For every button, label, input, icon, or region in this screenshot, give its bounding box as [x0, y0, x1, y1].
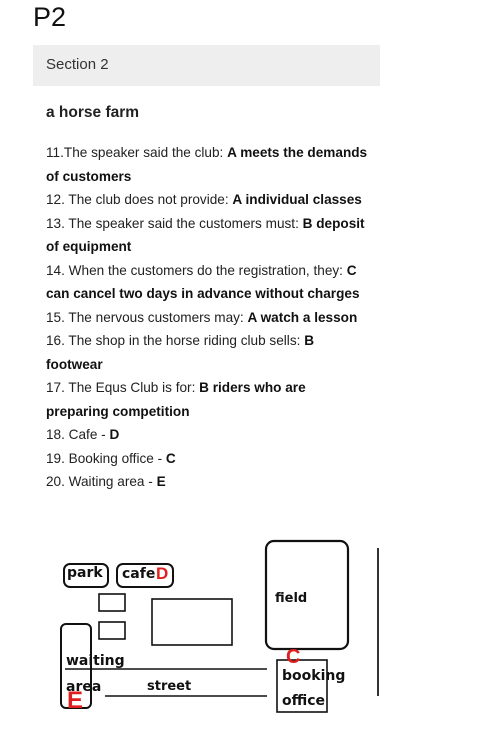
answer-text: E	[156, 474, 166, 489]
answer-list	[46, 141, 368, 494]
page-heading: P2	[33, 2, 67, 32]
answer-text: A watch a lesson	[247, 309, 358, 325]
booking-label-line2: office	[282, 693, 326, 709]
park-label: park	[67, 565, 103, 581]
field-label: field	[275, 591, 308, 606]
section-header	[33, 45, 380, 86]
question-text: 16. The shop in the horse riding club sells:	[46, 333, 305, 348]
answer-item	[46, 376, 368, 423]
building-rectangle	[152, 599, 232, 645]
topic-title: a horse farm	[46, 104, 140, 121]
answer-item	[46, 141, 368, 188]
answer-item	[46, 447, 368, 471]
answer-text: C	[165, 450, 176, 466]
answer-item	[46, 470, 368, 494]
question-text: 18. Cafe -	[46, 427, 110, 442]
answer-text: D	[109, 427, 120, 442]
answer-item	[46, 306, 368, 330]
answer-item	[46, 212, 368, 259]
answer-item	[46, 188, 368, 212]
cafe-label: cafe	[122, 566, 156, 582]
booking-answer-mark: C	[286, 646, 301, 668]
waiting-label-line1: waiting	[66, 653, 125, 669]
question-text: 19. Booking office -	[46, 450, 166, 466]
farm-map	[55, 538, 385, 718]
answer-text: B footwear	[46, 333, 315, 372]
answer-item	[46, 329, 368, 376]
answer-text: B riders who are preparing competition	[46, 380, 306, 419]
section-label: Section 2	[46, 56, 109, 73]
map-drawing	[55, 538, 385, 718]
small-building-1	[99, 594, 125, 611]
answer-item	[46, 423, 368, 447]
answer-text: A individual classes	[232, 192, 362, 207]
question-text: 14. When the customers do the registration, they:	[46, 262, 347, 278]
answer-text: A meets the demands of customers	[46, 145, 368, 184]
question-text: 13. The speaker said the customers must:	[46, 215, 303, 231]
waiting-label-line2: area	[66, 679, 102, 695]
question-text: 11.The speaker said the club:	[46, 145, 228, 160]
cafe-answer-mark: D	[156, 564, 169, 583]
waiting-answer-mark: E	[67, 687, 84, 714]
question-text: 12. The club does not provide:	[46, 192, 233, 207]
answer-text: C can cancel two days in advance without charges	[46, 262, 360, 301]
question-text: 15. The nervous customers may:	[46, 309, 248, 325]
answer-text: B deposit of equipment	[46, 215, 365, 254]
question-text: 20. Waiting area -	[46, 474, 157, 489]
booking-label-line1: booking	[282, 668, 346, 684]
small-building-2	[99, 622, 125, 639]
question-text: 17. The Equs Club is for:	[46, 380, 200, 395]
street-label: street	[147, 679, 192, 694]
answer-item	[46, 259, 368, 306]
